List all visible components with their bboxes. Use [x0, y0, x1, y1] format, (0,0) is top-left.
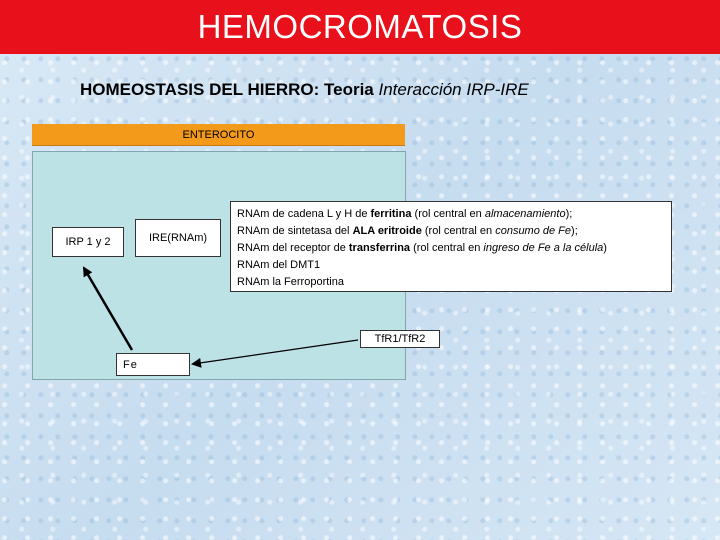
arrow-fe-to-irp: [84, 268, 132, 350]
ire-box: IRE(RNAm): [135, 219, 221, 257]
info-line: RNAm la Ferroportina: [237, 276, 344, 288]
info-line: RNAm del receptor de transferrina (rol central en ingreso de Fe a la célula): [237, 242, 607, 254]
irp-box: IRP 1 y 2: [52, 227, 124, 257]
tfr-box: TfR1/TfR2: [360, 330, 440, 348]
info-line: RNAm de cadena L y H de ferritina (rol central en almacenamiento);: [237, 208, 573, 220]
subtitle-italic: Interacción IRP-IRE: [378, 80, 529, 99]
slide-title: HEMOCROMATOSIS: [0, 0, 720, 54]
info-line: RNAm de sintetasa del ALA eritroide (rol central en consumo de Fe);: [237, 225, 578, 237]
arrow-tfr-to-fe: [193, 340, 358, 364]
enterocito-header: ENTEROCITO: [32, 124, 405, 145]
fe-box: Fe: [116, 353, 190, 376]
info-line: RNAm del DMT1: [237, 259, 321, 271]
subtitle-main: HOMEOSTASIS DEL HIERRO: Teoria: [80, 80, 379, 99]
